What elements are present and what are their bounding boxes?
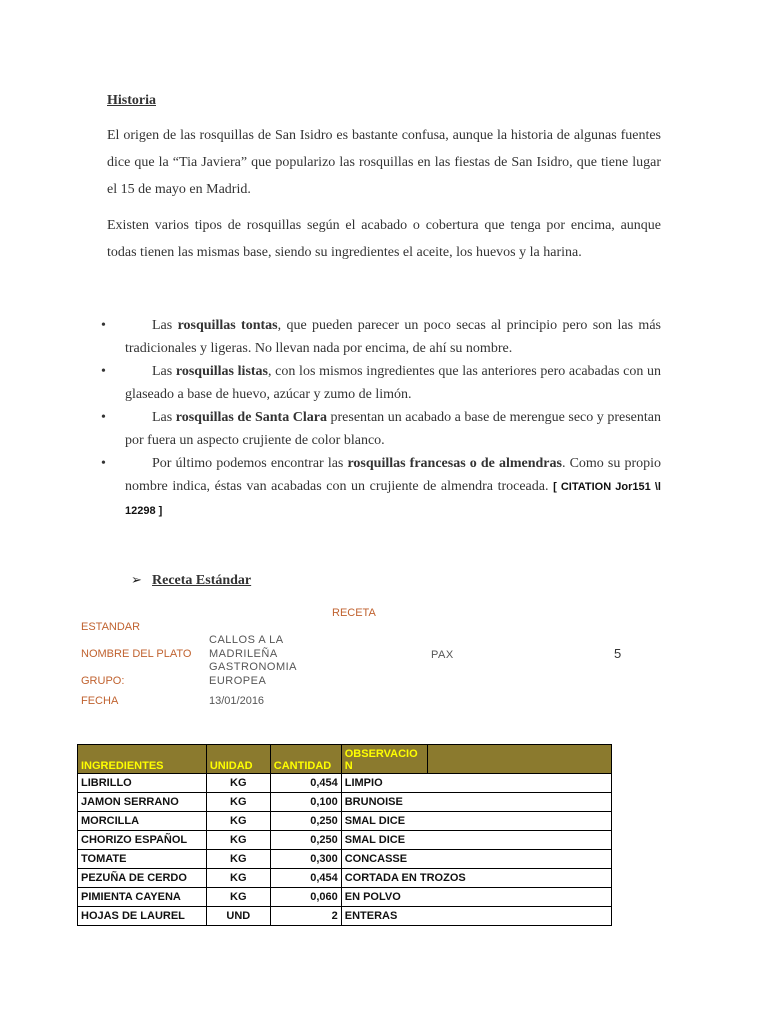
rosquillas-types-list [98, 314, 661, 523]
cell-unidad: KG [206, 888, 270, 907]
bullet-icon: • [101, 364, 106, 379]
grupo-label: GRUPO: [81, 675, 125, 687]
bullet-icon: • [101, 410, 106, 425]
cell-unidad: KG [206, 850, 270, 869]
cell-observacion: CORTADA EN TROZOS [341, 869, 611, 888]
cell-observacion: SMAL DICE [341, 831, 611, 850]
cell-ingrediente: CHORIZO ESPAÑOL [78, 831, 207, 850]
table-row [78, 888, 612, 907]
bullet-icon: • [101, 456, 106, 471]
table-row [78, 774, 612, 793]
bold-term: rosquillas tontas [177, 318, 278, 333]
section-heading-historia: Historia [107, 93, 156, 108]
cell-cantidad: 2 [270, 907, 341, 926]
citation-field: [ CITATION Jor151 \l 12298 ] [125, 481, 661, 517]
arrow-bullet-icon: ➢ [131, 572, 142, 587]
cell-observacion: BRUNOISE [341, 793, 611, 812]
cell-unidad: KG [206, 831, 270, 850]
ingredients-table [77, 744, 612, 926]
pax-label: PAX [431, 649, 454, 661]
cell-unidad: KG [206, 812, 270, 831]
cell-observacion: EN POLVO [341, 888, 611, 907]
column-header-cantidad: CANTIDAD [270, 745, 341, 774]
nombre-plato-label: NOMBRE DEL PLATO [81, 648, 192, 660]
table-row [78, 793, 612, 812]
cell-unidad: KG [206, 774, 270, 793]
column-header-ingredientes: INGREDIENTES [78, 745, 207, 774]
cell-unidad: UND [206, 907, 270, 926]
column-header-observacion: OBSERVACIO N [341, 745, 427, 774]
table-row [78, 831, 612, 850]
table-row [78, 869, 612, 888]
column-header-empty [427, 745, 611, 774]
cell-observacion: CONCASSE [341, 850, 611, 869]
list-item: • Las rosquillas tontas, que pueden parecer un poco secas al principio pero son las más tradicionales y ligeras. No llevan nada por encima, de ahí su nombre. [98, 314, 661, 360]
bold-term: rosquillas francesas o de almendras [347, 456, 562, 471]
table-row [78, 907, 612, 926]
column-header-unidad: UNIDAD [206, 745, 270, 774]
cell-observacion: SMAL DICE [341, 812, 611, 831]
cell-cantidad: 0,454 [270, 869, 341, 888]
cell-ingrediente: PEZUÑA DE CERDO [78, 869, 207, 888]
table-row [78, 850, 612, 869]
cell-ingrediente: JAMON SERRANO [78, 793, 207, 812]
estandar-label: ESTANDAR [81, 621, 141, 633]
historia-paragraph-2: Existen varios tipos de rosquillas según el acabado o cobertura que tenga por encima, aunque todas tienen las mismas base, siendo su ingredientes el aceite, los huevos y la harina. [107, 218, 661, 260]
table-header-row [78, 745, 612, 774]
table-row [78, 812, 612, 831]
receta-subheading: Receta Estándar [152, 573, 252, 588]
fecha-label: FECHA [81, 695, 119, 707]
receta-label: RECETA [332, 607, 376, 619]
cell-observacion: LIMPIO [341, 774, 611, 793]
cell-cantidad: 0,100 [270, 793, 341, 812]
cell-ingrediente: HOJAS DE LAUREL [78, 907, 207, 926]
grupo-value: EUROPEA [209, 675, 267, 687]
cell-ingrediente: TOMATE [78, 850, 207, 869]
nombre-plato-value: CALLOS A LA MADRILEÑA GASTRONOMIA [209, 634, 298, 673]
cell-observacion: ENTERAS [341, 907, 611, 926]
bold-term: rosquillas de Santa Clara [175, 410, 327, 425]
cell-cantidad: 0,250 [270, 812, 341, 831]
list-item: • Las rosquillas de Santa Clara presentan un acabado a base de merengue seco y presentan por fuera un aspecto crujiente de color blanco. [98, 406, 661, 452]
cell-cantidad: 0,250 [270, 831, 341, 850]
fecha-value: 13/01/2016 [209, 695, 265, 707]
cell-cantidad: 0,300 [270, 850, 341, 869]
list-item: • Las rosquillas listas, con los mismos ingredientes que las anteriores pero acabadas con un glaseado a base de huevo, azúcar y zumo de limón. [98, 360, 661, 406]
list-item: • Por último podemos encontrar las rosquillas francesas o de almendras. Como su propio nombre indica, éstas van acabadas con un crujiente de almendra troceada. [ CITATION Jor151 \l 12298 ] [98, 452, 661, 523]
cell-ingrediente: PIMIENTA CAYENA [78, 888, 207, 907]
bold-term: rosquillas listas [175, 364, 268, 379]
cell-unidad: KG [206, 793, 270, 812]
historia-paragraph-1: El origen de las rosquillas de San Isidro es bastante confusa, aunque la historia de algunas fuentes dice que la “Tia Javiera” que popularizo las rosquillas en las fiestas de San Isidro, que tiene lugar el 15 de mayo en Madrid. [107, 128, 661, 197]
cell-ingrediente: MORCILLA [78, 812, 207, 831]
cell-cantidad: 0,060 [270, 888, 341, 907]
cell-unidad: KG [206, 869, 270, 888]
pax-value: 5 [614, 646, 622, 661]
bullet-icon: • [101, 318, 106, 333]
cell-ingrediente: LIBRILLO [78, 774, 207, 793]
cell-cantidad: 0,454 [270, 774, 341, 793]
